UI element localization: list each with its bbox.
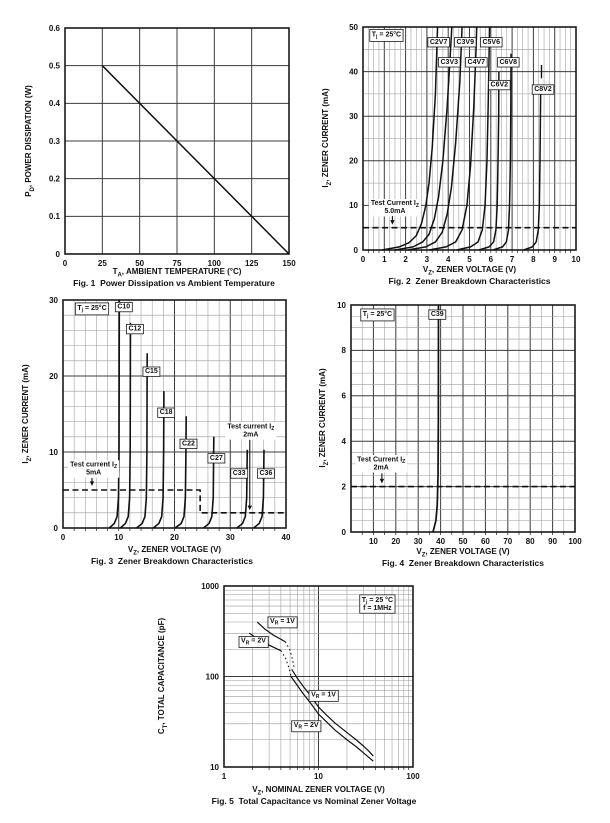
svg-text:C3V9: C3V9 xyxy=(456,38,474,46)
label-vr1-main xyxy=(309,690,338,701)
svg-text:50: 50 xyxy=(349,22,358,32)
fig4-chart xyxy=(311,292,607,546)
svg-text:0: 0 xyxy=(62,259,68,266)
svg-text:C6V8: C6V8 xyxy=(499,58,518,66)
svg-text:8: 8 xyxy=(531,255,536,264)
svg-text:150: 150 xyxy=(282,259,296,266)
fig5-chart xyxy=(150,578,472,784)
series-vr-2v-transition-dotted xyxy=(281,651,291,676)
label-C12 xyxy=(126,324,143,333)
fig3-caption: Fig. 3 Zener Breakdown Characteristics xyxy=(90,556,254,566)
label-C39 xyxy=(429,310,446,319)
svg-text:0: 0 xyxy=(53,523,58,533)
svg-text:2: 2 xyxy=(403,255,408,264)
arrowhead xyxy=(248,506,252,511)
svg-text:VR = 1V: $V_R = 1V$ xyxy=(311,691,336,701)
svg-text:Tj = 25 °C: $T_j = 25$ °C xyxy=(361,597,394,606)
svg-text:0: 0 xyxy=(341,527,346,537)
label-vr2-main xyxy=(292,721,321,732)
svg-text:25: 25 xyxy=(97,259,107,266)
svg-text:0: 0 xyxy=(55,249,60,259)
label-C33 xyxy=(231,469,248,478)
svg-text:75: 75 xyxy=(172,259,182,266)
svg-text:50: 50 xyxy=(135,259,145,266)
fig2-chart xyxy=(313,10,605,264)
svg-text:C2V7: C2V7 xyxy=(429,38,448,46)
svg-text:40: 40 xyxy=(281,533,291,542)
fig5-y-axis-title: $C_T$, TOTAL CAPACITANCE (pF) xyxy=(157,617,169,735)
svg-text:50: 50 xyxy=(458,537,468,546)
svg-text:20: 20 xyxy=(391,537,401,546)
svg-text:5: 5 xyxy=(467,255,472,264)
svg-text:20: 20 xyxy=(349,156,358,166)
svg-text:0.4: 0.4 xyxy=(48,99,60,109)
svg-text:0.5: 0.5 xyxy=(48,61,60,71)
svg-text:VR = 1V: $V_R = 1V$ xyxy=(269,618,295,627)
label-C5V6 xyxy=(480,38,502,47)
svg-text:Test Current IZ: Test Current $I_Z$ xyxy=(370,200,420,209)
svg-text:C3V3: C3V3 xyxy=(440,58,459,66)
svg-text:1: 1 xyxy=(221,772,227,781)
svg-text:C18: C18 xyxy=(159,409,173,417)
fig5-caption: Fig. 5 Total Capacitance vs Nominal Zener Voltage xyxy=(211,796,417,806)
arrowhead xyxy=(390,220,394,225)
svg-text:8: 8 xyxy=(341,346,346,356)
svg-text:C33: C33 xyxy=(232,470,246,478)
svg-text:1: 1 xyxy=(382,255,387,264)
figure-4-zener-breakdown xyxy=(311,292,607,578)
svg-text:9: 9 xyxy=(552,255,557,264)
figure-3-zener-breakdown xyxy=(11,292,305,578)
svg-text:10: 10 xyxy=(337,300,346,310)
test-current-label xyxy=(369,199,421,216)
svg-text:30: 30 xyxy=(349,112,358,121)
test-current-5mA-label xyxy=(68,460,119,477)
series-C12 xyxy=(120,323,130,528)
svg-text:C15: C15 xyxy=(144,368,158,376)
label-C6V2 xyxy=(489,80,511,89)
svg-text:10: 10 xyxy=(314,772,323,781)
label-C3V9 xyxy=(454,38,476,47)
svg-text:100: 100 xyxy=(207,259,222,266)
fig1-chart xyxy=(13,10,303,266)
svg-text:30: 30 xyxy=(413,537,423,546)
svg-text:2mA: 2mA xyxy=(373,464,389,472)
svg-text:10: 10 xyxy=(349,201,358,211)
label-C6V8 xyxy=(498,58,520,67)
label-C36 xyxy=(258,469,275,478)
label-C2V7 xyxy=(428,38,450,47)
fig4-caption: Fig. 4 Zener Breakdown Characteristics xyxy=(381,558,545,568)
svg-text:Tj = 25°C: $T_j = 25^\circ C$ xyxy=(371,31,402,41)
fig4-y-axis-title: $I_Z$, ZENER CURRENT (mA) xyxy=(318,368,330,468)
svg-text:70: 70 xyxy=(503,537,513,546)
svg-text:60: 60 xyxy=(480,537,490,546)
fig1-y-axis-title: $P_D$, POWER DISSIPATION (W) xyxy=(24,85,36,197)
conditions-annotation xyxy=(360,595,395,613)
series-C10 xyxy=(109,300,119,528)
fig2-y-axis-title: $I_Z$, ZENER CURRENT (mA) xyxy=(321,88,333,188)
svg-text:5mA: 5mA xyxy=(86,469,102,477)
svg-text:C12: C12 xyxy=(128,325,142,333)
svg-text:6: 6 xyxy=(488,255,494,264)
svg-text:Tj = 25°C: $T_j = 25^\circ C$ xyxy=(77,305,107,314)
svg-text:10: 10 xyxy=(571,255,581,264)
tj-annotation xyxy=(361,309,394,321)
label-vr2-upper xyxy=(239,636,268,647)
svg-text:0.3: 0.3 xyxy=(48,136,60,146)
label-vr1-upper xyxy=(268,617,297,628)
fig5-x-axis-title: $V_Z$, NOMINAL ZENER VOLTAGE (V) xyxy=(252,785,385,797)
svg-text:4: 4 xyxy=(341,437,346,446)
svg-text:6: 6 xyxy=(341,391,346,401)
svg-text:C4V7: C4V7 xyxy=(467,58,486,66)
svg-text:1000: 1000 xyxy=(201,581,219,591)
svg-text:100: 100 xyxy=(205,672,219,682)
tj-annotation xyxy=(370,29,403,41)
svg-text:C6V2: C6V2 xyxy=(490,81,509,89)
series-power-derating-line xyxy=(102,66,289,254)
svg-text:30: 30 xyxy=(49,295,58,305)
figure-1-power-dissipation xyxy=(13,10,303,288)
svg-text:Test current IZ: Test current $I_Z$ xyxy=(70,461,118,471)
svg-text:3: 3 xyxy=(424,255,430,264)
svg-text:2mA: 2mA xyxy=(243,431,259,439)
fig4-x-axis-title: $V_Z$, ZENER VOLTAGE (V) xyxy=(416,547,510,559)
svg-text:VR = 2V: $V_R = 2V$ xyxy=(241,637,266,647)
svg-text:C36: C36 xyxy=(259,470,273,478)
svg-text:10: 10 xyxy=(49,447,58,457)
label-C3V3 xyxy=(439,58,461,67)
test-current-label xyxy=(355,455,407,472)
figure-5-capacitance xyxy=(150,578,472,818)
svg-text:C8V2: C8V2 xyxy=(534,86,552,94)
arrowhead xyxy=(380,479,384,484)
svg-text:40: 40 xyxy=(349,67,358,77)
svg-text:90: 90 xyxy=(548,537,558,546)
svg-text:0: 0 xyxy=(60,533,66,542)
series-C22 xyxy=(175,416,186,528)
fig3-chart xyxy=(11,292,305,544)
svg-text:4: 4 xyxy=(445,255,451,264)
svg-text:0: 0 xyxy=(353,245,358,255)
series-C8V2 xyxy=(524,94,541,250)
svg-text:2: 2 xyxy=(341,482,346,492)
label-C22 xyxy=(180,439,197,448)
fig2-caption: Fig. 2 Zener Breakdown Characteristics xyxy=(388,276,551,286)
fig2-x-axis-title: $V_Z$, ZENER VOLTAGE (V) xyxy=(422,265,517,277)
tj-annotation xyxy=(75,303,108,315)
label-C4V7 xyxy=(466,58,488,67)
svg-text:Tj = 25°C: $T_j = 25^\circ C$ xyxy=(362,311,393,320)
svg-text:f = 1MHz: f = 1MHz xyxy=(363,605,392,613)
series-C36 xyxy=(254,450,264,528)
svg-text:20: 20 xyxy=(170,533,179,542)
svg-text:10: 10 xyxy=(210,762,219,772)
svg-text:0.2: 0.2 xyxy=(48,174,60,184)
label-C8V2 xyxy=(532,85,554,94)
svg-text:7: 7 xyxy=(509,255,515,264)
svg-text:Test Current IZ: Test Current $I_Z$ xyxy=(357,456,406,465)
arrowhead xyxy=(90,481,94,486)
fig3-x-axis-title: $V_Z$, ZENER VOLTAGE (V) xyxy=(127,545,222,557)
svg-text:40: 40 xyxy=(436,537,446,546)
series-C33 xyxy=(237,450,247,528)
svg-text:C10: C10 xyxy=(117,303,131,311)
fig3-y-axis-title: $I_Z$, ZENER CURRENT (mA) xyxy=(21,364,33,464)
svg-text:0.6: 0.6 xyxy=(48,23,60,33)
label-C15 xyxy=(143,367,160,376)
label-C27 xyxy=(208,454,225,463)
svg-text:C27: C27 xyxy=(209,454,223,462)
svg-text:5.0mA: 5.0mA xyxy=(384,208,406,216)
svg-text:125: 125 xyxy=(244,259,259,266)
figure-2-zener-breakdown xyxy=(313,10,605,288)
label-C10 xyxy=(115,302,132,311)
svg-text:10: 10 xyxy=(114,533,124,542)
series-vr-2v-main xyxy=(290,676,373,761)
svg-text:100: 100 xyxy=(406,772,420,781)
svg-text:C39: C39 xyxy=(430,311,444,319)
svg-text:C22: C22 xyxy=(182,440,195,448)
label-C18 xyxy=(158,408,175,417)
fig1-x-axis-title: $T_A$, AMBIENT TEMPERATURE (°C) xyxy=(112,267,242,279)
svg-text:80: 80 xyxy=(525,537,535,546)
svg-text:30: 30 xyxy=(225,533,235,542)
svg-text:0.1: 0.1 xyxy=(48,212,60,222)
fig1-caption: Fig. 1 Power Dissipation vs Ambient Temperature xyxy=(73,278,275,288)
svg-text:10: 10 xyxy=(368,537,378,546)
svg-text:Test current IZ: Test current $I_Z$ xyxy=(227,423,275,433)
svg-text:VR = 2V: $V_R = 2V$ xyxy=(293,721,319,731)
svg-text:100: 100 xyxy=(568,537,582,546)
test-current-2mA-label xyxy=(225,422,276,439)
svg-text:C5V6: C5V6 xyxy=(482,38,500,46)
series-C15 xyxy=(137,353,148,528)
svg-text:0: 0 xyxy=(360,255,366,264)
svg-text:20: 20 xyxy=(49,371,58,381)
